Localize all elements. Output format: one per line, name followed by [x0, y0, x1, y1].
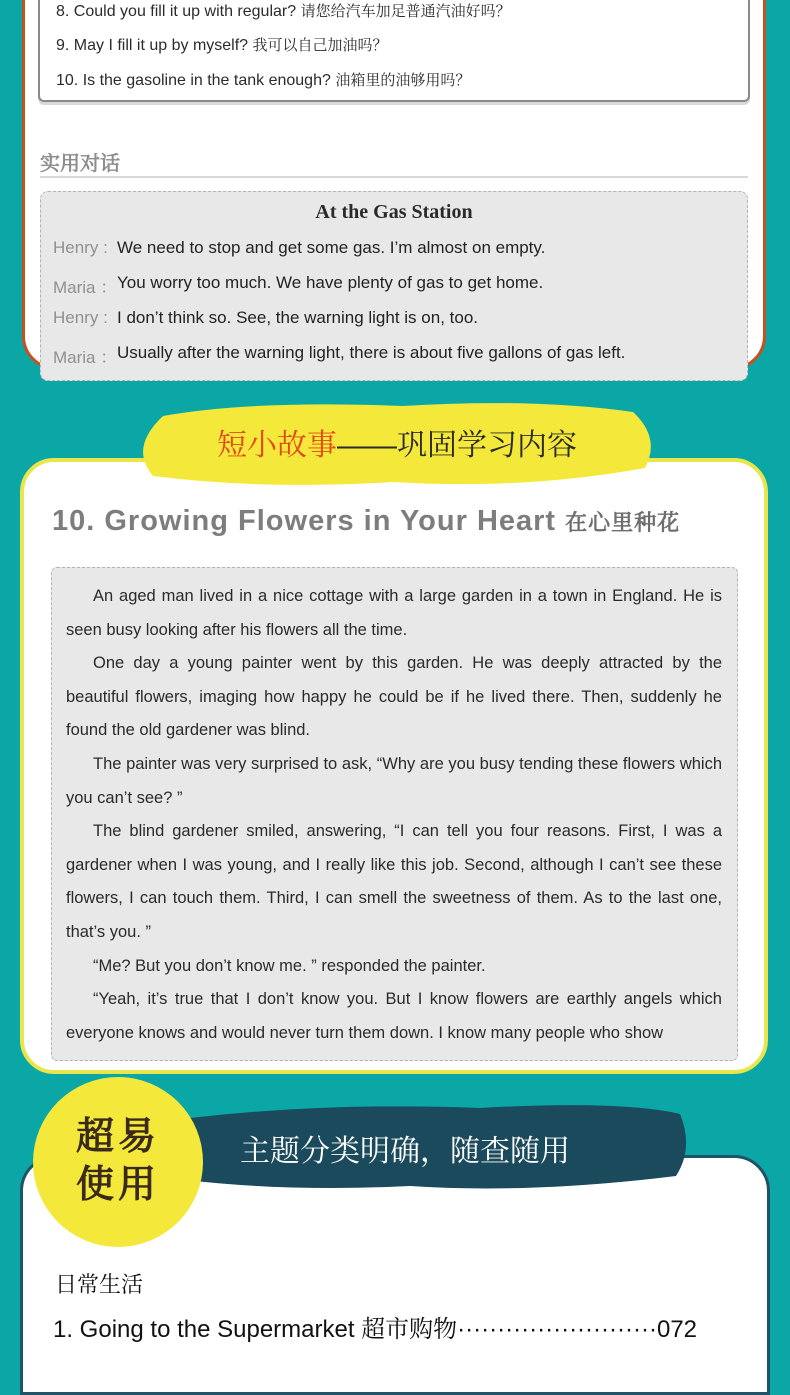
slogan: 主题分类明确，随查随用	[240, 1135, 570, 1168]
dialog-title: At the Gas Station	[315, 201, 473, 223]
phrase-8: 8. Could you fill it up with regular? 请您给汽车加足普通汽油好吗？	[56, 2, 511, 20]
story-paragraph: The painter was very surprised to ask, “Why are you busy tending these flowers which you can’t see? ”	[66, 754, 722, 807]
speaker: Maria ：	[53, 278, 118, 297]
banner-title: 短小故事——巩固学习内容	[217, 429, 577, 462]
dialog-line: You worry too much. We have plenty of gas to get home.	[117, 273, 544, 292]
section-label: 实用对话	[40, 153, 120, 175]
phrase-10: 10. Is the gasoline in the tank enough? 油箱里的油够用吗？	[56, 71, 471, 89]
speaker: Henry :	[53, 238, 108, 257]
dialog-line: We need to stop and get some gas. I’m almost on empty.	[117, 238, 546, 257]
story-paragraph: “Yeah, it’s true that I don’t know you. But I know flowers are earthly angels which everyone knows and would never turn them down. I know many people who show	[66, 990, 722, 1042]
story-paragraph: One day a young painter went by this garden. He was deeply attracted by the beautiful flowers, imaging how happy he could be if he lived there. Then, suddenly he found the old gardener was blind.	[66, 654, 722, 740]
story-title: 10. Growing Flowers in Your Heart 在心里种花	[52, 505, 681, 537]
toc-category: 日常生活	[55, 1272, 144, 1297]
speaker: Maria ：	[53, 348, 118, 367]
dialog-line: I don’t think so. See, the warning light is on, too.	[117, 308, 478, 327]
story-paragraph: An aged man lived in a nice cottage with a large garden in a town in England. He is seen busy looking after his flowers all the time.	[66, 587, 722, 639]
story-paragraph: The blind gardener smiled, answering, “I can tell you four reasons. First, I was a gardener when I was young, and I really like this job. Second, although I can’t see these flowers, I can touch them. Third, I can smell the sweetness of them. As to the last one, that’s you. ”	[66, 822, 722, 941]
section-divider	[40, 176, 748, 178]
speaker: Henry :	[53, 308, 108, 327]
feature-badge-text: 超易 使用	[75, 1113, 160, 1206]
dialog-line: Usually after the warning light, there is about five gallons of gas left.	[117, 343, 626, 362]
phrase-9: 9. May I fill it up by myself? 我可以自己加油吗？	[56, 36, 388, 54]
toc-entry[interactable]: 1. Going to the Supermarket 超市购物·························072	[53, 1316, 698, 1343]
story-text	[66, 580, 722, 1050]
story-paragraph: “Me? But you don’t know me. ” responded the painter.	[93, 956, 486, 975]
